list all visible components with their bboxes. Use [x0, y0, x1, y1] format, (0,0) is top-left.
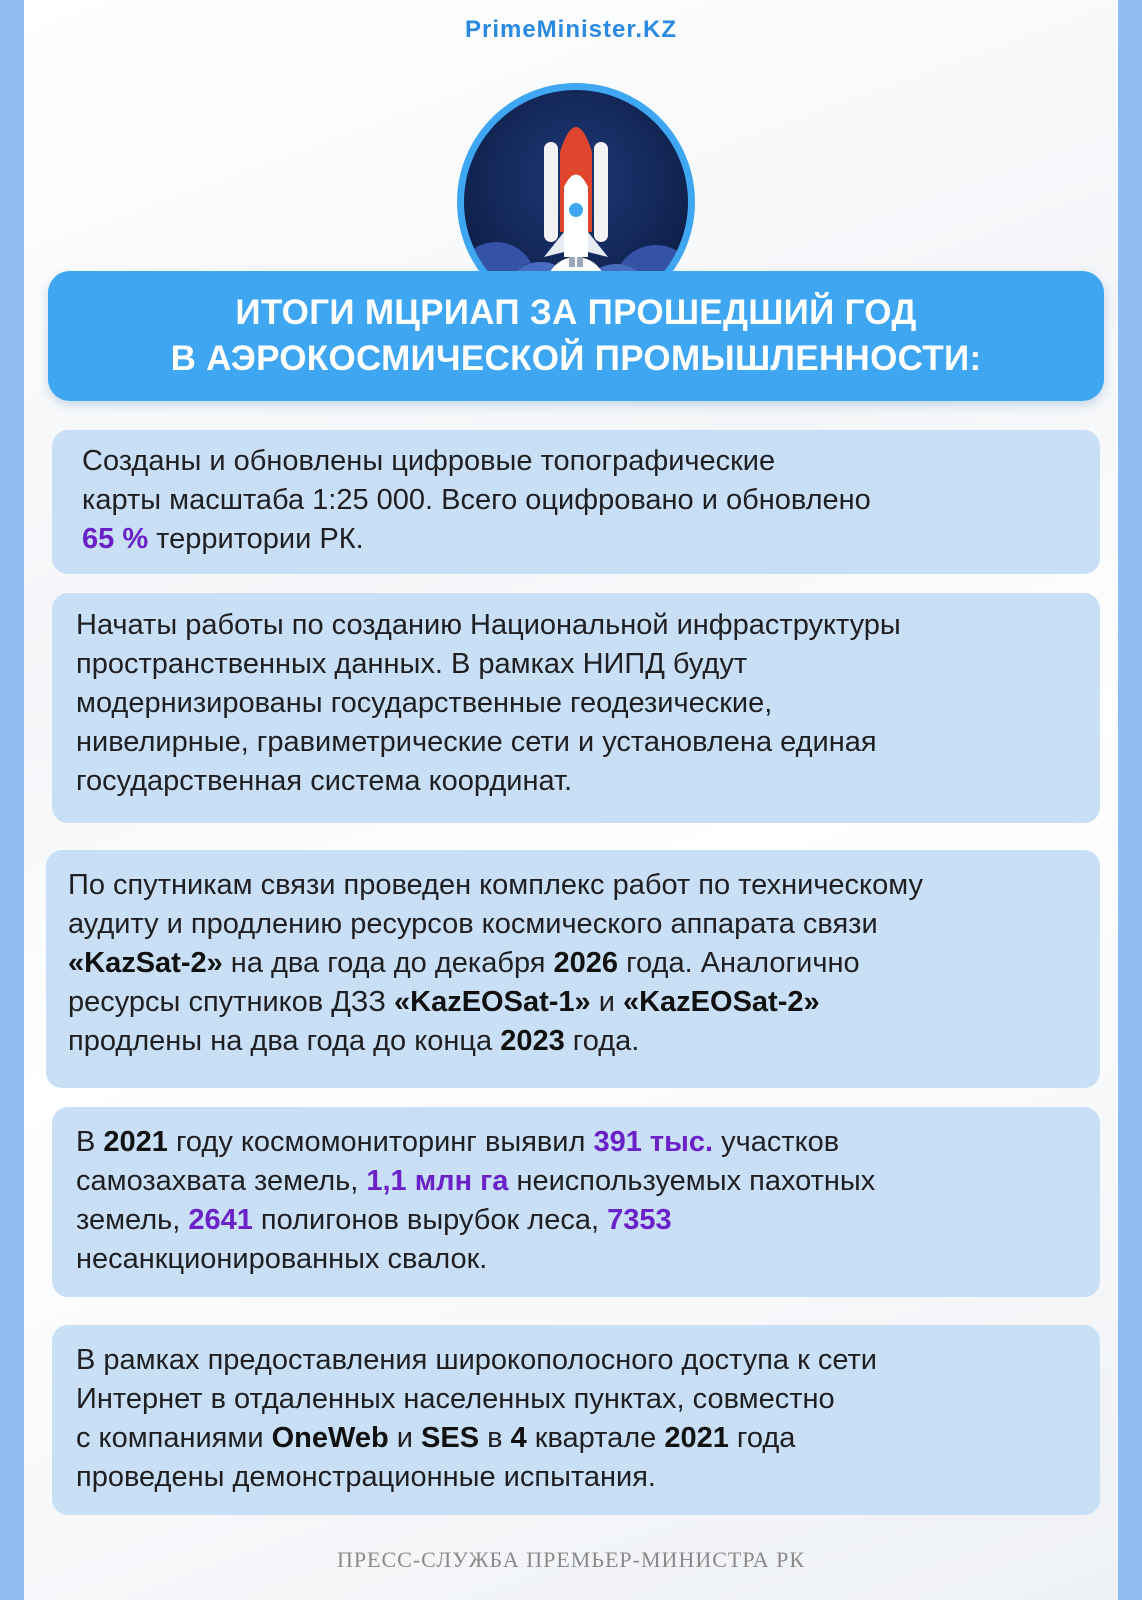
company-name: SES — [421, 1422, 480, 1454]
year-value: 2026 — [553, 947, 619, 979]
card-text: года. Аналогично — [618, 947, 860, 979]
card-text: неиспользуемых пахотных — [508, 1165, 876, 1197]
title-line-2: В АЭРОКОСМИЧЕСКОЙ ПРОМЫШЛЕННОСТИ: — [170, 339, 982, 378]
card-topographic-maps — [52, 430, 1100, 574]
card-spatial-data — [52, 593, 1100, 823]
card-text: года. — [564, 1025, 640, 1057]
card-line — [76, 1201, 1100, 1240]
card-text: году космомониторинг выявил — [167, 1126, 594, 1158]
card-text: и — [590, 986, 623, 1018]
satellite-name: «KazEOSat-2» — [622, 986, 820, 1018]
card-text: года — [728, 1422, 796, 1454]
card-line: Интернет в отдаленных населенных пунктах, совместно — [76, 1383, 835, 1415]
card-text: продлены на два года до конца — [68, 1025, 501, 1057]
card-line: карты масштаба 1:25 000. Всего оцифровано и обновлено — [82, 484, 871, 516]
quarter-value: 4 — [510, 1422, 527, 1454]
card-text: полигонов вырубок леса, — [252, 1204, 608, 1236]
card-text: самозахвата земель, — [76, 1165, 367, 1197]
card-text: с компаниями — [76, 1422, 272, 1454]
card-line — [76, 1162, 1100, 1201]
card-space-monitoring — [52, 1107, 1100, 1297]
card-line: модернизированы государственные геодезические, — [76, 687, 773, 719]
highlight-value: 1,1 млн га — [366, 1165, 509, 1197]
card-line: несанкционированных свалок. — [76, 1243, 488, 1275]
card-line: аудиту и продлению ресурсов космического аппарата связи — [68, 908, 878, 940]
card-line — [76, 1419, 1100, 1458]
card-text: на два года до декабря — [222, 947, 554, 979]
title-banner — [48, 271, 1104, 401]
highlight-value: 391 тыс. — [593, 1126, 714, 1158]
card-line: государственная система координат. — [76, 765, 573, 797]
card-text: и — [388, 1422, 422, 1454]
card-line: В рамках предоставления широкополосного доступа к сети — [76, 1344, 877, 1376]
year-value: 2021 — [103, 1126, 168, 1158]
card-line: пространственных данных. В рамках НИПД будут — [76, 648, 748, 680]
card-text: ресурсы спутников ДЗЗ — [68, 986, 394, 1018]
company-name: OneWeb — [271, 1422, 389, 1454]
card-line — [68, 983, 1100, 1022]
year-value: 2021 — [664, 1422, 729, 1454]
satellite-name: «KazEOSat-1» — [394, 986, 591, 1018]
card-line — [68, 944, 1100, 983]
title-line-1: ИТОГИ МЦРИАП ЗА ПРОШЕДШИЙ ГОД — [235, 293, 917, 332]
card-broadband — [52, 1325, 1100, 1515]
card-line — [68, 1022, 1100, 1061]
card-line — [76, 1123, 1100, 1162]
card-text: квартале — [526, 1422, 665, 1454]
card-text: земель, — [76, 1204, 189, 1236]
highlight-value: 65 % — [82, 523, 149, 555]
card-line — [82, 520, 1100, 559]
card-line: Созданы и обновлены цифровые топографические — [82, 445, 776, 477]
press-service-footer: ПРЕСС-СЛУЖБА ПРЕМЬЕР-МИНИСТРА РК — [336, 1547, 806, 1572]
card-satellites — [46, 850, 1100, 1088]
card-line: Начаты работы по созданию Национальной инфраструктуры — [76, 609, 901, 641]
year-value: 2023 — [500, 1025, 565, 1057]
infographic-sheet — [24, 0, 1118, 1600]
card-line: По спутникам связи проведен комплекс работ по техническому — [68, 869, 923, 901]
highlight-value: 2641 — [188, 1204, 253, 1236]
highlight-value: 7353 — [607, 1204, 672, 1236]
site-logo[interactable]: PrimeMinister.KZ — [464, 16, 678, 43]
card-text: участков — [713, 1126, 840, 1158]
satellite-name: «KazSat-2» — [68, 947, 223, 979]
card-text: в — [479, 1422, 511, 1454]
card-text: В — [76, 1126, 104, 1158]
card-line: нивелирные, гравиметрические сети и установлена единая — [76, 726, 877, 758]
card-text: территории РК. — [148, 523, 364, 555]
card-line: проведены демонстрационные испытания. — [76, 1461, 656, 1493]
